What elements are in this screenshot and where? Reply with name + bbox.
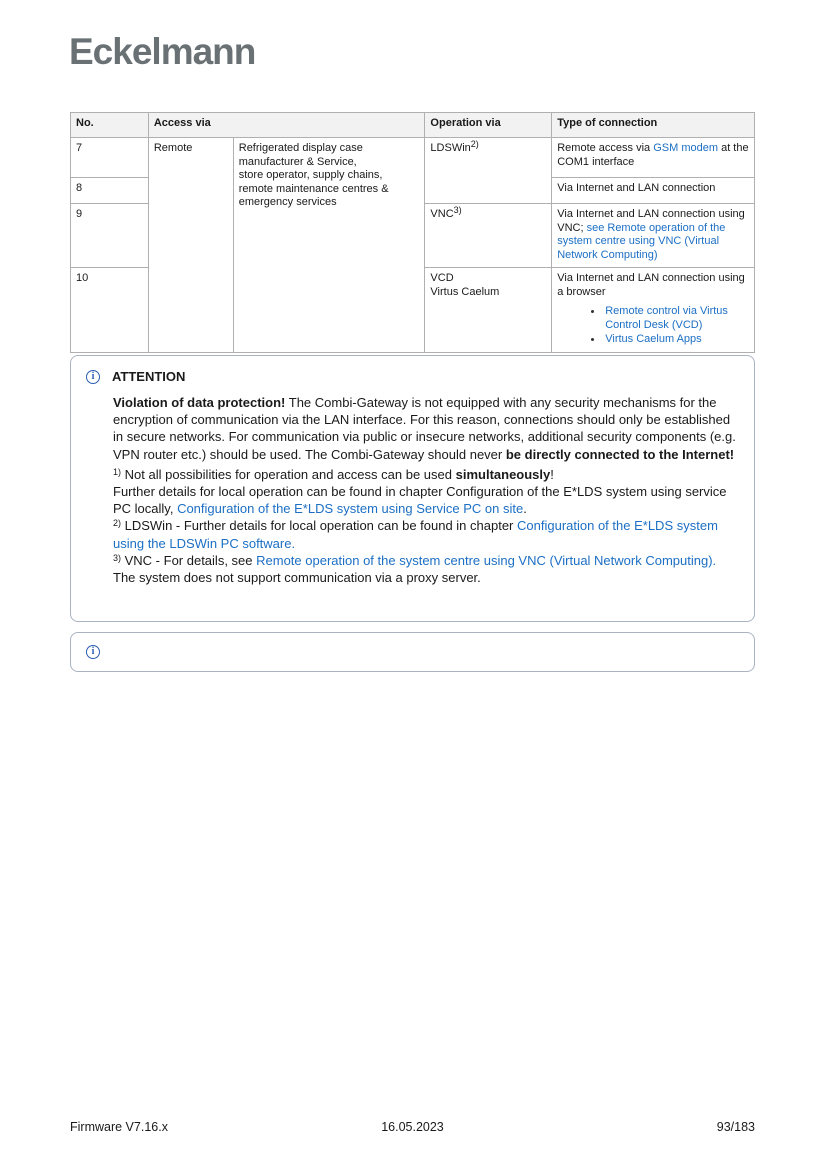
info-icon: i (86, 645, 100, 659)
header-type-of-connection: Type of connection (552, 113, 755, 138)
footer-page-number: 93/183 (716, 1120, 755, 1134)
info-box (70, 632, 755, 672)
cell-operation-vcd: VCD Virtus Caelum (425, 268, 552, 353)
info-icon: i (86, 370, 100, 384)
cell-type-row7: Remote access via GSM modem at the COM1 interface (552, 138, 755, 178)
header-operation-via: Operation via (425, 113, 552, 138)
type-row10-links (557, 305, 749, 347)
attention-box (70, 355, 755, 622)
cell-type-row10 (552, 268, 755, 353)
inline-link[interactable]: GSM modem (653, 142, 719, 154)
cell-no-8: 8 (71, 178, 149, 204)
attention-header (71, 356, 754, 384)
footer-date: 16.05.2023 (381, 1120, 444, 1134)
attention-note-3: $^{3)}$ VNC - For details, see Remote operation of the system centre using VNC (Virtual Network Computing). (113, 552, 717, 568)
cell-type-row9: Via Internet and LAN connection using VNC; see Remote operation of the system centre using VNC (Virtual Network Computing) (552, 204, 755, 268)
attention-paragraph: Violation of data protection! The Combi-Gateway is not equipped with any security mechanisms for the encryption of communication via the LAN interface. For this reason, connections should only be established in secure networks. For communication via public or insecure networks, additional security components (e.g. VPN router etc.) should be used. The Combi-Gateway should never be directly connected to the Internet! (113, 395, 736, 462)
cell-no-9: 9 (71, 204, 149, 268)
cell-access-remote: Remote (148, 138, 233, 353)
attention-note-2: $^{2)}$ LDSWin - Further details for local operation can be found in chapter Configuration of the E*LDS system using the LDSWin PC software. (113, 518, 718, 551)
inline-link[interactable]: Remote operation of the system centre using VNC (Virtual Network Computing). (256, 552, 717, 568)
cell-operation-vnc: VNC$^{3)}$ (425, 204, 552, 268)
company-logo: Eckelmann (69, 31, 256, 72)
attention-note-4: The system does not support communication via a proxy server. (113, 570, 481, 586)
footer-firmware-version: Firmware V7.16.x (70, 1120, 168, 1134)
cell-type-row8: Via Internet and LAN connection (552, 178, 755, 204)
header-no: No. (71, 113, 149, 138)
attention-body (113, 394, 740, 586)
inline-link[interactable]: Configuration of the E*LDS system using the LDSWin PC software. (113, 518, 718, 551)
inline-link[interactable]: Configuration of the E*LDS system using Service PC on site (177, 501, 524, 517)
table-header-row (71, 113, 755, 138)
cell-no-10: 10 (71, 268, 149, 353)
attention-note-1: $^{1)}$ Not all possibilities for operation and access can be used simultaneously! (113, 466, 554, 482)
inline-link[interactable]: see Remote operation of the system centre using VNC (Virtual Network Computing) (557, 221, 726, 261)
cell-no-7: 7 (71, 138, 149, 178)
attention-note-1b: Further details for local operation can be found in chapter Configuration of the E*LDS system using service PC locally, Configuration of the E*LDS system using Service PC on site. (113, 484, 727, 517)
table-row (71, 138, 755, 178)
link-virtus-caelum-apps[interactable]: • Virtus Caelum Apps (603, 333, 749, 347)
link-remote-control-vcd[interactable]: • Remote control via Virtus Control Desk (VCD) (603, 305, 749, 332)
attention-title: ATTENTION (112, 369, 186, 384)
type-row10-intro: Via Internet and LAN connection using a browser (557, 272, 745, 298)
cell-access-detail: Refrigerated display case manufacturer & Service, store operator, supply chains, remote maintenance centres & emergency services (233, 138, 425, 353)
page-footer (70, 1120, 755, 1134)
cell-operation-ldswin: LDSWin$^{2)}$ (425, 138, 552, 204)
header-access-via: Access via (148, 113, 425, 138)
connection-table (70, 112, 755, 353)
